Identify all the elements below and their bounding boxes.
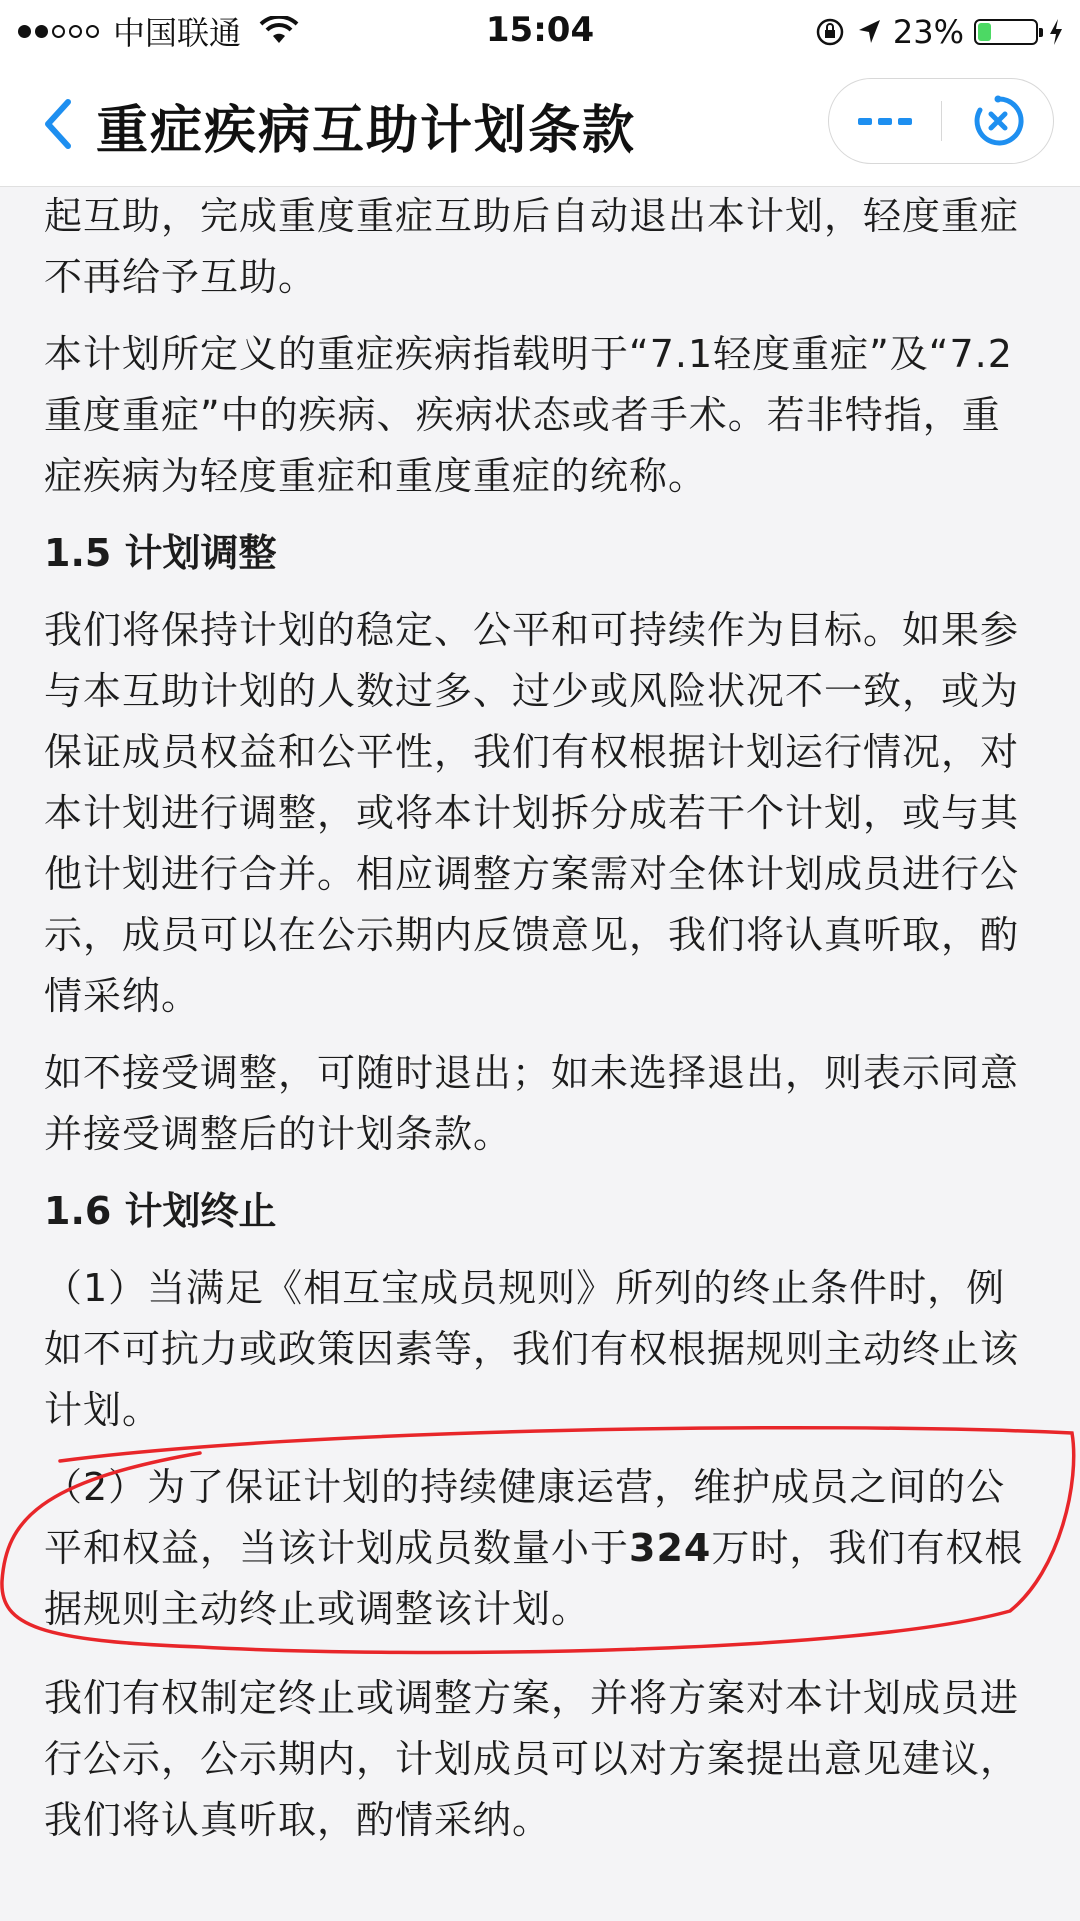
close-circle-icon [972, 95, 1024, 147]
status-right [805, 12, 1064, 52]
status-bar [0, 0, 1080, 62]
battery-fill [978, 23, 991, 41]
clause-2-member-threshold [44, 1457, 1034, 1640]
member-threshold-number: 324 [629, 1526, 712, 1570]
clause-2-text-end: 万时，我们有权根据规则主动终止或调整该计划。 [44, 1526, 1024, 1631]
location-arrow-icon [855, 17, 883, 47]
page-title: 重症疾病互助计划条款 [96, 101, 637, 161]
mini-program-capsule [828, 78, 1054, 164]
section-heading-1-5: 1.5 计划调整 [44, 531, 277, 575]
clause-2-text-start: （2）为了保证计划的持续健康运营，维护成员之间的公平和权益，当该计划成员数量小于 [44, 1465, 1006, 1570]
paragraph-accept-adjustment: 如不接受调整，可随时退出；如未选择退出，则表示同意并接受调整后的计划条款。 [44, 1051, 1020, 1156]
more-dots-icon [856, 114, 914, 128]
carrier-name: 中国联通 [113, 14, 242, 52]
paragraph-termination-plan: 我们有权制定终止或调整方案，并将方案对本计划成员进行公示，公示期内，计划成员可以对方案提出意见建议，我们将认真听取，酌情采纳。 [44, 1676, 1020, 1842]
paragraph-exit-after-claim: 起互助，完成重度重症互助后自动退出本计划，轻度重症不再给予互助。 [44, 194, 1020, 299]
paragraph-plan-adjustment: 我们将保持计划的稳定、公平和可持续作为目标。如果参与本互助计划的人数过多、过少或风险状况不一致，或为保证成员权益和公平性，我们有权根据计划运行情况，对本计划进行调整，或将本计划拆分成若干个计划，或与其他计划进行合并。相应调整方案需对全体计划成员进行公示，成员可以在公示期内反馈意见，我们将认真听取，酌情采纳。 [44, 608, 1020, 1018]
charging-bolt-icon [1048, 17, 1064, 47]
close-button[interactable] [942, 79, 1054, 163]
more-button[interactable] [829, 79, 941, 163]
terms-content [44, 186, 1034, 1867]
section-heading-1-6: 1.6 计划终止 [44, 1189, 277, 1233]
chevron-left-icon [36, 96, 86, 152]
orientation-lock-icon [815, 17, 845, 47]
paragraph-illness-definition: 本计划所定义的重症疾病指载明于“7.1轻度重症”及“7.2重度重症”中的疾病、疾病状态或者手术。若非特指，重症疾病为轻度重症和重度重症的统称。 [44, 332, 1013, 498]
status-time: 15:04 [485, 10, 595, 50]
navigation-bar [0, 62, 1080, 187]
back-button[interactable] [36, 96, 86, 152]
highlighted-clause-wrap [44, 1457, 1034, 1640]
clause-1-termination: （1）当满足《相互宝成员规则》所列的终止条件时，例如不可抗力或政策因素等，我们有权根据规则主动终止该计划。 [44, 1266, 1020, 1432]
battery-icon [974, 19, 1038, 45]
battery-percent: 23% [892, 13, 964, 51]
